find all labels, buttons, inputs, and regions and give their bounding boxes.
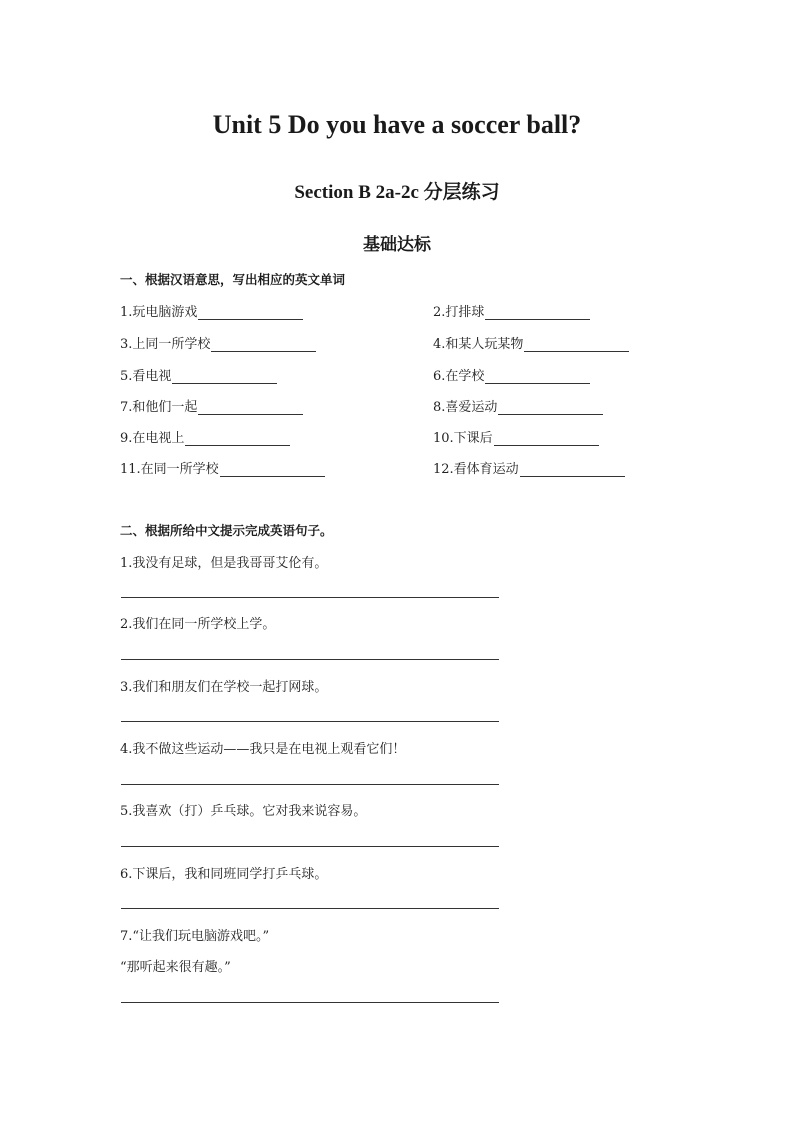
sentence-prompt-7: 7.“让我们玩电脑游戏吧。”	[120, 929, 270, 944]
answer-line-1[interactable]	[121, 597, 499, 598]
answer-blank[interactable]	[198, 400, 303, 415]
part1-heading: 一、根据汉语意思，写出相应的英文单词	[120, 272, 346, 287]
answer-blank[interactable]	[485, 369, 590, 384]
answer-blank[interactable]	[498, 400, 603, 415]
vocab-item-10	[433, 427, 599, 446]
vocab-item-9	[120, 427, 290, 446]
answer-blank[interactable]	[185, 431, 290, 446]
vocab-item-label: 7.和他们一起	[120, 400, 198, 415]
answer-line-6[interactable]	[121, 908, 499, 909]
vocab-item-3	[120, 333, 316, 352]
answer-line-3[interactable]	[121, 721, 499, 722]
vocab-item-6	[433, 365, 590, 384]
vocab-item-2	[433, 301, 590, 320]
sentence-prompt-3: 3.我们和朋友们在学校一起打网球。	[120, 680, 328, 695]
answer-blank[interactable]	[485, 305, 590, 320]
vocab-item-label: 3.上同一所学校	[120, 337, 211, 352]
vocab-item-label: 6.在学校	[433, 369, 485, 384]
answer-blank[interactable]	[211, 337, 316, 352]
vocab-item-11	[120, 458, 325, 477]
vocab-item-label: 8.喜爱运动	[433, 400, 498, 415]
answer-line-4[interactable]	[121, 784, 499, 785]
vocab-item-label: 11.在同一所学校	[120, 462, 219, 477]
answer-blank[interactable]	[220, 462, 325, 477]
answer-blank[interactable]	[494, 431, 599, 446]
vocab-item-8	[433, 396, 603, 415]
answer-blank[interactable]	[172, 369, 277, 384]
page-title: Unit 5 Do you have a soccer ball?	[212, 110, 582, 139]
vocab-item-label: 10.下课后	[433, 431, 493, 446]
sentence-prompt-1: 1.我没有足球，但是我哥哥艾伦有。	[120, 556, 328, 571]
sentence-prompt-5: 5.我喜欢（打）乒乓球。它对我来说容易。	[120, 804, 367, 819]
vocab-item-label: 2.打排球	[433, 305, 485, 320]
sentence-prompt-2: 2.我们在同一所学校上学。	[120, 617, 276, 632]
sentence-prompt-6: 6.下课后，我和同班同学打乒乓球。	[120, 867, 328, 882]
vocab-item-label: 1.玩电脑游戏	[120, 305, 198, 320]
vocab-item-label: 12.看体育运动	[433, 462, 519, 477]
answer-blank[interactable]	[524, 337, 629, 352]
part2-heading: 二、根据所给中文提示完成英语句子。	[120, 523, 333, 538]
vocab-item-12	[433, 458, 625, 477]
level-heading: 基础达标	[363, 235, 431, 255]
sentence-prompt-7-reply: “那听起来很有趣。”	[120, 960, 231, 975]
answer-line-5[interactable]	[121, 846, 499, 847]
vocab-item-7	[120, 396, 303, 415]
vocab-item-label: 9.在电视上	[120, 431, 185, 446]
vocab-item-1	[120, 301, 303, 320]
vocab-item-5	[120, 365, 277, 384]
sentence-prompt-4: 4.我不做这些运动——我只是在电视上观看它们！	[120, 742, 406, 757]
vocab-item-label: 4.和某人玩某物	[433, 337, 524, 352]
answer-blank[interactable]	[198, 305, 303, 320]
section-subtitle: Section B 2a-2c 分层练习	[294, 182, 500, 203]
vocab-item-4	[433, 333, 629, 352]
answer-line-7[interactable]	[121, 1002, 499, 1003]
answer-blank[interactable]	[520, 462, 625, 477]
vocab-item-label: 5.看电视	[120, 369, 172, 384]
answer-line-2[interactable]	[121, 659, 499, 660]
